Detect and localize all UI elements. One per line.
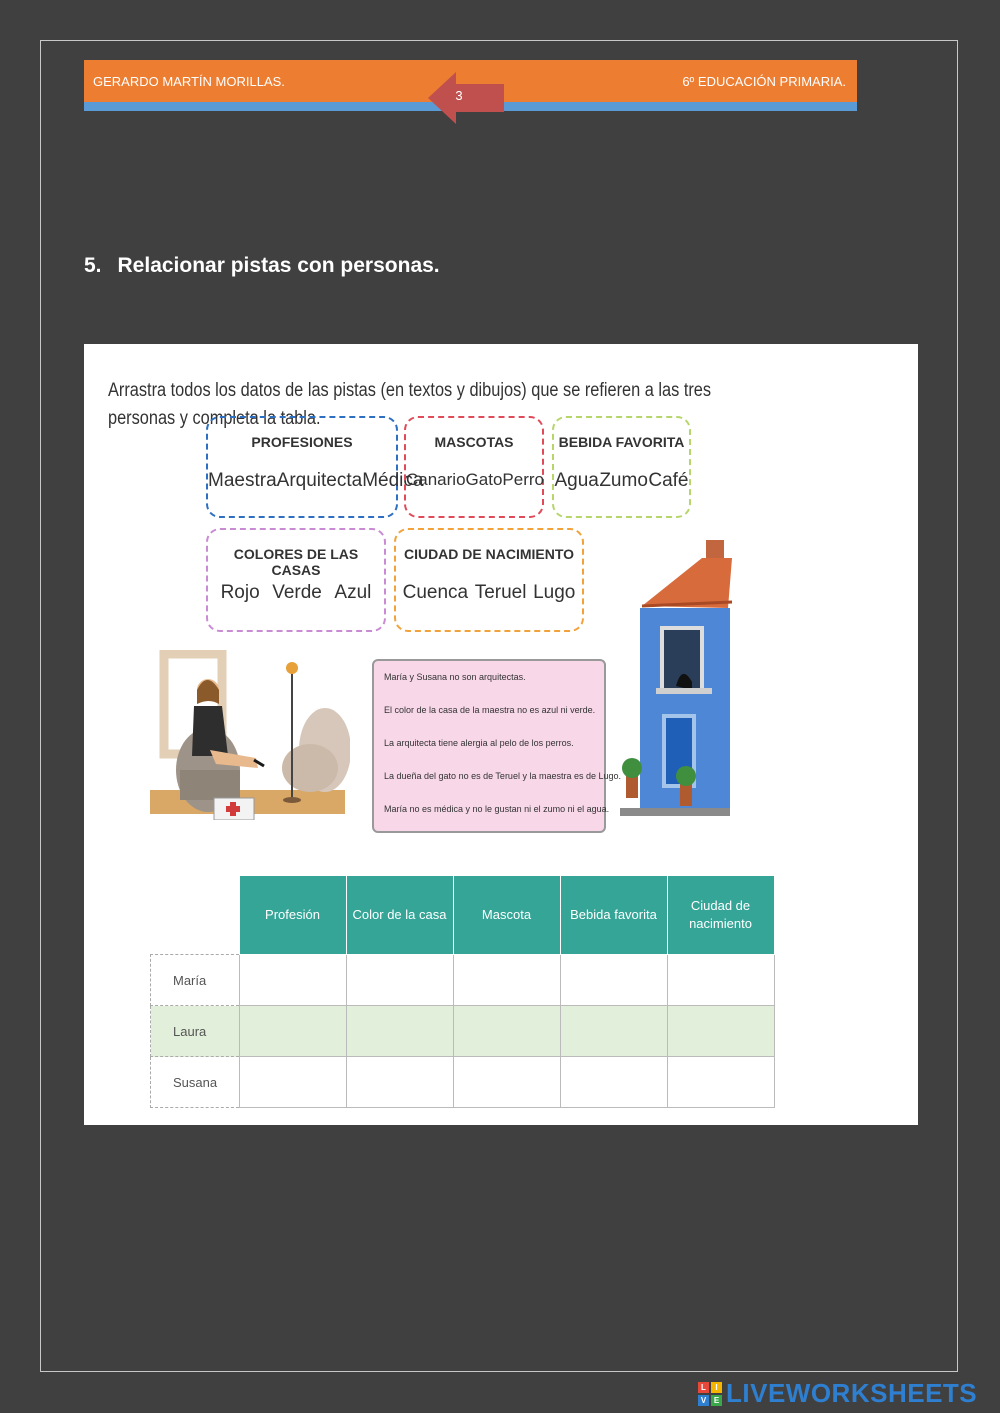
instruction-text: Arrastra todos los datos de las pistas (en textos y dibujos) que se refieren a las tres personas y completa la tabla. xyxy=(108,380,712,429)
word-chip[interactable]: Rojo xyxy=(220,582,260,603)
liveworksheets-logo-icon: L I V E xyxy=(698,1382,722,1406)
clue-text: El color de la casa de la maestra no es azul ni verde. xyxy=(384,705,596,715)
header-author: GERARDO MARTÍN MORILLAS. xyxy=(93,74,285,89)
header-course: 6º EDUCACIÓN PRIMARIA. xyxy=(682,74,846,89)
word-chip[interactable]: Arquitecta xyxy=(276,470,363,491)
table-row xyxy=(151,955,775,1006)
category-title: COLORES DE LAS CASAS xyxy=(233,546,359,578)
answer-drop-cell[interactable] xyxy=(346,1006,453,1057)
clue-text: María y Susana no son arquitectas. xyxy=(384,672,526,682)
answer-drop-cell[interactable] xyxy=(560,1057,667,1108)
category-title: BEBIDA FAVORITA xyxy=(558,434,685,450)
word-chip[interactable]: Agua xyxy=(554,470,599,491)
worksheet-panel xyxy=(84,344,918,1125)
column-header: Mascota xyxy=(453,876,560,955)
clue-text: La arquitecta tiene alergia al pelo de los perros. xyxy=(384,738,574,748)
answer-drop-cell[interactable] xyxy=(346,955,453,1006)
word-chip[interactable]: Café xyxy=(648,470,689,491)
column-header: Ciudad de nacimiento xyxy=(667,876,774,955)
house-illustration xyxy=(612,536,736,836)
answer-drop-cell[interactable] xyxy=(346,1057,453,1108)
word-chip[interactable]: Perro xyxy=(502,470,544,489)
word-chip[interactable]: Médica xyxy=(362,470,424,491)
row-label: Laura xyxy=(151,1006,240,1057)
word-chip[interactable]: Teruel xyxy=(474,582,527,603)
word-chip[interactable]: Gato xyxy=(465,470,503,489)
category-title: CIUDAD DE NACIMIENTO xyxy=(403,546,575,562)
answer-drop-cell[interactable] xyxy=(239,1006,346,1057)
answer-drop-cell[interactable] xyxy=(239,955,346,1006)
column-header: Bebida favorita xyxy=(560,876,667,955)
page-number: 3 xyxy=(455,88,463,103)
section-number: 5. xyxy=(84,254,102,277)
category-box-birth-city xyxy=(394,528,584,632)
category-title: PROFESIONES xyxy=(251,434,353,450)
word-chip[interactable]: Azul xyxy=(334,582,372,603)
table-row xyxy=(151,1006,775,1057)
liveworksheets-brand: LIVEWORKSHEETS xyxy=(726,1378,978,1408)
answer-table xyxy=(150,875,775,1108)
answer-drop-cell[interactable] xyxy=(239,1057,346,1108)
answer-drop-cell[interactable] xyxy=(453,1006,560,1057)
word-chip[interactable]: Canario xyxy=(406,470,466,489)
row-label: María xyxy=(151,955,240,1006)
section-title-text: Relacionar pistas con personas. xyxy=(117,254,440,277)
category-title: MASCOTAS xyxy=(434,434,514,450)
word-chip[interactable]: Zumo xyxy=(599,470,648,491)
category-box-house-colors xyxy=(206,528,386,632)
category-box-pets xyxy=(404,416,544,518)
word-chip[interactable]: Cuenca xyxy=(402,582,469,603)
column-header: Color de la casa xyxy=(346,876,453,955)
answer-drop-cell[interactable] xyxy=(560,955,667,1006)
answer-drop-cell[interactable] xyxy=(667,1057,774,1108)
word-chip[interactable]: Verde xyxy=(272,582,322,603)
word-chip[interactable]: Lugo xyxy=(533,582,576,603)
liveworksheets-logo[interactable] xyxy=(698,1378,977,1409)
living-room-illustration xyxy=(150,650,350,820)
column-header: Profesión xyxy=(239,876,346,955)
category-box-drinks xyxy=(552,416,691,518)
clues-note xyxy=(372,659,622,833)
answer-drop-cell[interactable] xyxy=(453,955,560,1006)
row-label: Susana xyxy=(151,1057,240,1108)
answer-drop-cell[interactable] xyxy=(667,955,774,1006)
clue-text: María no es médica y no le gustan ni el zumo ni el agua. xyxy=(384,804,610,814)
category-box-professions xyxy=(206,416,424,518)
table-row xyxy=(151,1057,775,1108)
answer-drop-cell[interactable] xyxy=(667,1006,774,1057)
clue-text: La dueña del gato no es de Teruel y la maestra es de Lugo. xyxy=(384,771,622,781)
section-title xyxy=(84,254,440,278)
word-chip[interactable]: Maestra xyxy=(208,470,277,491)
answer-drop-cell[interactable] xyxy=(560,1006,667,1057)
answer-drop-cell[interactable] xyxy=(453,1057,560,1108)
